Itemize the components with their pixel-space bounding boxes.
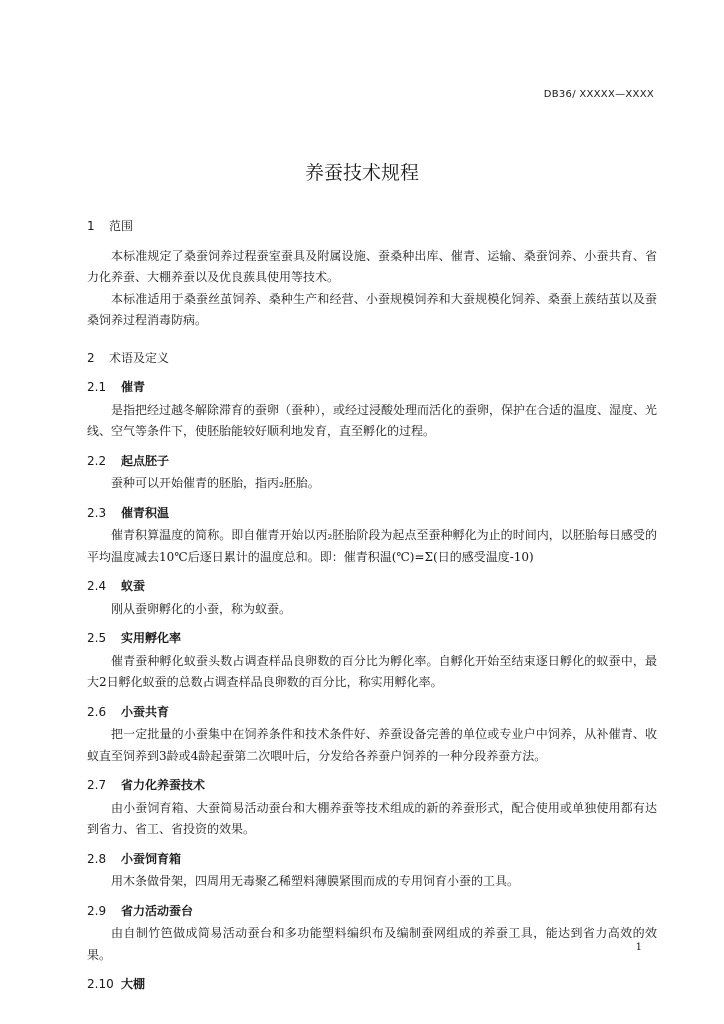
paragraph: 本标准规定了桑蚕饲养过程蚕室蚕具及附属设施、蚕桑种出库、催青、运输、桑蚕饲养、小蚕共育、省力化养蚕、大棚养蚕以及优良蔟具使用等技术。 bbox=[87, 248, 657, 284]
section-number: 1 bbox=[87, 219, 95, 233]
term-definition: 刚从蚕卵孵化的小蚕，称为蚁蚕。 bbox=[111, 601, 292, 616]
term-number: 2.10 bbox=[87, 977, 114, 991]
section-title: 范围 bbox=[109, 219, 134, 233]
term-name: 省力化养蚕技术 bbox=[121, 778, 206, 792]
term-name: 省力活动蚕台 bbox=[121, 903, 194, 918]
term-heading bbox=[87, 702, 657, 724]
term-number: 2.4 bbox=[87, 579, 107, 593]
term-heading bbox=[87, 775, 657, 797]
term-definition: 把一定批量的小蚕集中在饲养条件和技术条件好、养蚕设备完善的单位或专业户中饲养，从补催青、收蚁直至饲养到3龄或4龄起蚕第二次喂叶后，分发给各养蚕户饲养的一种分段养蚕方法。 bbox=[87, 727, 657, 763]
term-heading bbox=[87, 576, 657, 598]
term-number: 2.2 bbox=[87, 453, 107, 468]
term-number: 2.5 bbox=[87, 631, 107, 645]
term-definition: 催青积算温度的简称。即自催青开始以丙₂胚胎阶段为起点至蚕种孵化为止的时间内，以胚胎每日感受的平均温度减去10℃后逐日累计的温度总和。即：催青积温(℃)=Σ(日的感受温度-10) bbox=[87, 528, 657, 564]
term-definition: 催青蚕种孵化蚁蚕头数占调查样品良卵数的百分比为孵化率。自孵化开始至结束逐日孵化的蚁蚕中，最大2日孵化蚁蚕的总数占调查样品良卵数的百分比，称实用孵化率。 bbox=[87, 653, 657, 689]
term-number: 2.6 bbox=[87, 704, 107, 719]
section-heading-scope bbox=[87, 216, 657, 238]
term-name: 催青积温 bbox=[121, 505, 170, 520]
term-name: 大棚 bbox=[121, 977, 146, 991]
page-title: 养蚕技术规程 bbox=[304, 162, 419, 184]
term-number: 2.8 bbox=[87, 851, 107, 866]
term-heading bbox=[87, 451, 657, 473]
term-number: 2.3 bbox=[87, 505, 107, 520]
term-name: 蚁蚕 bbox=[121, 579, 146, 593]
term-name: 实用孵化率 bbox=[121, 631, 182, 645]
term-definition: 蚕种可以开始催青的胚胎，指丙₂胚胎。 bbox=[111, 476, 320, 490]
term-number: 2.9 bbox=[87, 903, 107, 918]
term-definition: 由自制竹笆做成简易活动蚕台和多功能塑料编织布及编制蚕网组成的养蚕工具，能达到省力高效的效果。 bbox=[87, 926, 657, 962]
paragraph: 本标准适用于桑蚕丝茧饲养、桑种生产和经营、小蚕规模饲养和大蚕规模化饲养、桑蚕上蔟结茧以及蚕桑饲养过程消毒防病。 bbox=[87, 291, 657, 327]
term-heading bbox=[87, 901, 657, 923]
term-heading bbox=[87, 503, 657, 525]
document-code: DB36/ XXXXX—XXXX bbox=[543, 89, 654, 100]
term-name: 小蚕饲育箱 bbox=[121, 851, 182, 866]
term-number: 2.7 bbox=[87, 778, 107, 792]
term-number: 2.1 bbox=[87, 380, 107, 394]
document-body bbox=[87, 216, 657, 997]
section-heading-terms bbox=[87, 348, 657, 370]
term-heading bbox=[87, 628, 657, 650]
term-heading bbox=[87, 377, 657, 399]
term-heading bbox=[87, 974, 657, 996]
term-name: 起点胚子 bbox=[121, 453, 170, 468]
section-number: 2 bbox=[87, 350, 95, 365]
section-title: 术语及定义 bbox=[109, 350, 170, 365]
term-name: 小蚕共育 bbox=[121, 704, 170, 719]
term-heading bbox=[87, 849, 657, 871]
term-definition: 用木条做骨架，四周用无毒聚乙稀塑料薄膜紧围而成的专用饲育小蚕的工具。 bbox=[111, 874, 520, 888]
page-number: 1 bbox=[635, 942, 642, 953]
term-name: 催青 bbox=[121, 380, 146, 394]
term-definition: 是指把经过越冬解除滞育的蚕卵（蚕种），或经过浸酸处理而活化的蚕卵，保护在合适的温度、湿度、光线、空气等条件下，使胚胎能较好顺利地发育，直至孵化的过程。 bbox=[87, 402, 658, 438]
term-definition: 由小蚕饲育箱、大蚕简易活动蚕台和大棚养蚕等技术组成的新的养蚕形式，配合使用或单独使用都有达到省力、省工、省投资的效果。 bbox=[87, 800, 657, 836]
